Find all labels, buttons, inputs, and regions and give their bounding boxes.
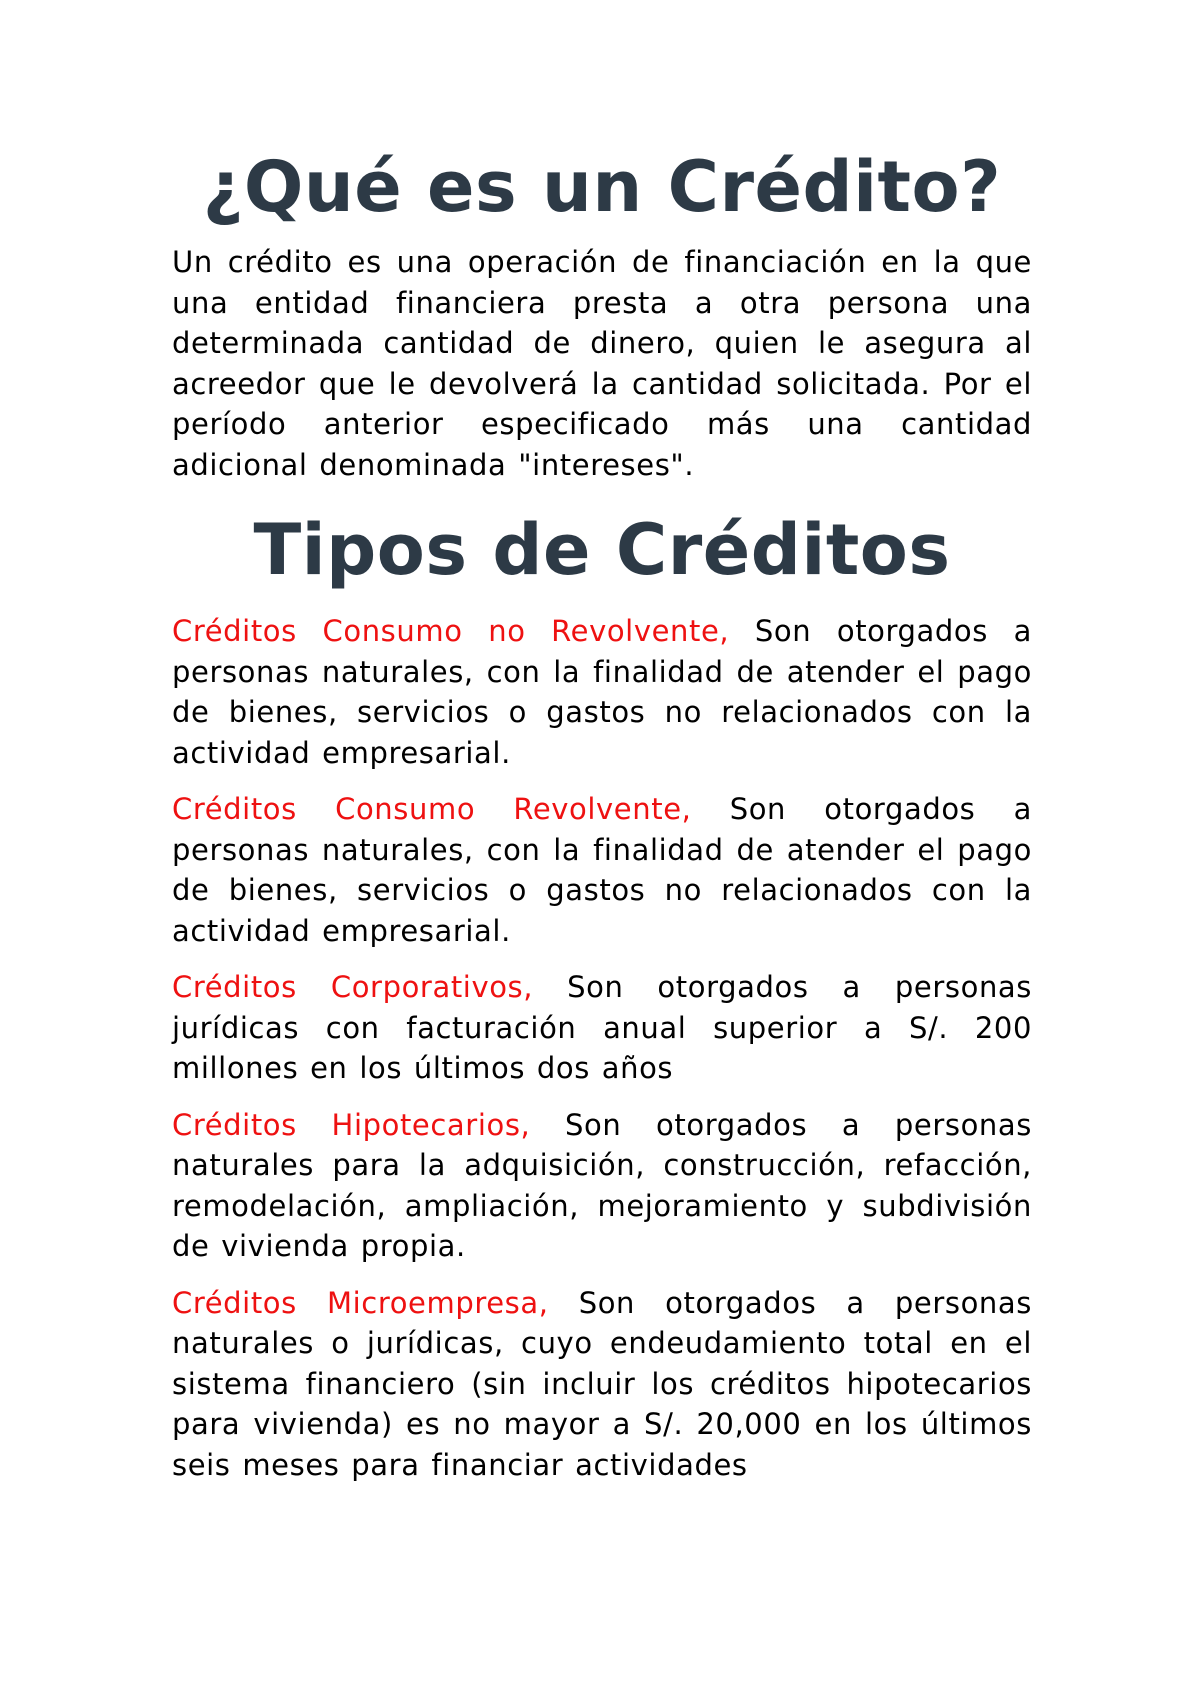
credit-type-term: Créditos Consumo Revolvente, xyxy=(172,792,692,826)
page-title: ¿Qué es un Crédito? xyxy=(202,146,1002,228)
credit-type-description: Son otorgados a personas jurídicas con facturación anual superior a S/. 200 millones en los últimos dos años xyxy=(172,970,1032,1085)
credit-type-term: Créditos Hipotecarios, xyxy=(172,1107,531,1142)
credit-type-term: Créditos Corporativos, xyxy=(172,970,534,1004)
credit-type-consumo-revolvente xyxy=(172,789,1032,951)
credit-type-description: Son otorgados a personas naturales, con la finalidad de atender el pago de bienes, servicios o gastos no relacionados con la actividad empresarial. xyxy=(172,614,1032,770)
types-heading: Tipos de Créditos xyxy=(253,509,951,591)
credit-type-hipotecarios xyxy=(172,1105,1032,1267)
credit-type-microempresa xyxy=(172,1283,1032,1486)
credit-type-consumo-no-revolvente xyxy=(172,611,1032,773)
credit-type-description: Son otorgados a personas naturales o jurídicas, cuyo endeudamiento total en el sistema financiero (sin incluir los créditos hipotecarios para vivienda) es no mayor a S/. 20,000 en los últimos seis meses para financiar actividades xyxy=(172,1285,1032,1482)
credit-type-description: Son otorgados a personas naturales para la adquisición, construcción, refacción, remodelación, ampliación, mejoramiento y subdivisión de vivienda propia. xyxy=(172,1107,1032,1263)
intro-paragraph: Un crédito es una operación de financiación en la que una entidad financiera presta a otra persona una determinada cantidad de dinero, quien le asegura al acreedor que le devolverá la cantidad solicitada. Por el período anterior especificado más una cantidad adicional denominada "intereses". xyxy=(172,245,1032,482)
credit-type-description: Son otorgados a personas naturales, con la finalidad de atender el pago de bienes, servicios o gastos no relacionados con la actividad empresarial. xyxy=(172,792,1032,948)
credit-type-term: Créditos Consumo no Revolvente, xyxy=(172,614,730,648)
credit-type-corporativos xyxy=(172,967,1032,1089)
document-page xyxy=(172,140,1032,1501)
credit-type-term: Créditos Microempresa, xyxy=(172,1285,549,1320)
